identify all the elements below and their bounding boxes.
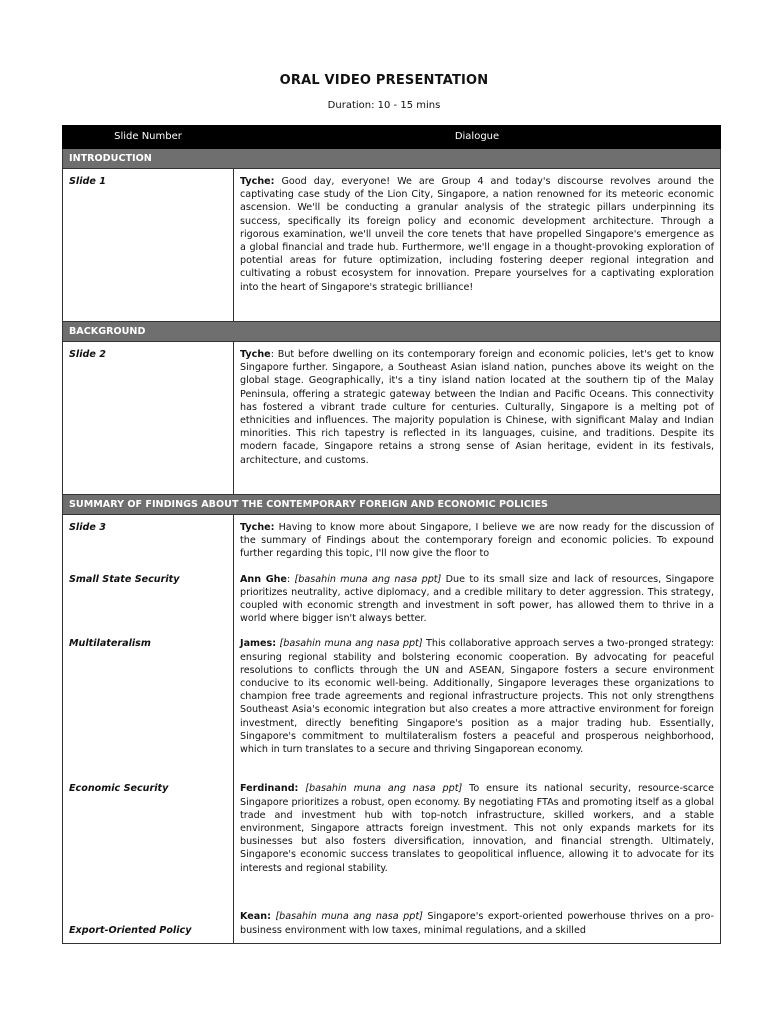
slide-label [63,169,234,322]
presentation-script-table [62,125,721,944]
dialogue-text: Singapore's export-oriented powerhouse thrives on a pro-business environment with low taxes, minimal regulations, and a skilled [240,911,714,936]
dialogue-text: Due to its small size and lack of resources, Singapore prioritizes neutrality, active diplomacy, and a credible military to deter aggression. This strategy, coupled with economic strength and investment in soft power, has allowed them to thrive in a world where bigger isn't always better. [240,573,714,625]
section-heading: SUMMARY OF FINDINGS ABOUT THE CONTEMPORARY FOREIGN AND ECONOMIC POLICIES [63,495,721,515]
slide-label [63,776,234,904]
table-row [63,776,721,904]
dialogue-cell [234,169,721,322]
slide-label-text: Slide 1 [69,176,106,187]
dialogue-text: This collaborative approach serves a two-pronged strategy: ensuring regional stability and bolstering economic cooperation. By advocating for peaceful resolutions to conflicts through the UN and ASEAN, Singapore fosters a secure environment conducive to its economic well-being. Additionally, Singapore leverages these organizations to champion free trade agreements and regional infrastructure projects. This not only strengthens Southeast Asia's economic integration but also creates a more attractive environment for foreign investment, directly benefiting Singapore's position as a major trading hub. Essentially, Singapore's commitment to multilateralism fosters a peaceful and prosperous neighborhood, which in turn translates to a secure and thriving Singaporean economy. [240,638,714,756]
section-heading: INTRODUCTION [63,149,721,169]
speaker-name: Tyche: [240,176,275,187]
section-header-summary-of-findings [63,495,721,515]
table-row [63,567,721,632]
speaker-name: James: [240,638,277,650]
speaker-name: Ferdinand: [240,783,299,795]
stage-note: [basahin muna ang nasa ppt] [275,911,423,923]
section-header-background [63,322,721,342]
dialogue-text: Having to know more about Singapore, I believe we are now ready for the discussion of the summary of Findings about the contemporary foreign and economic policies. To expound further regarding this topic, I'll now give the floor to [240,522,714,560]
slide-label-text: Small State Security [69,573,180,585]
table-row [63,515,721,567]
dialogue-text: To ensure its national security, resource-scarce Singapore prioritizes a robust, open economy. By negotiating FTAs and promoting itself as a global trade and investment hub with top-notch infrastructure, skilled workers, and a stable environment, Singapore attracts foreign investment. This not only expands markets for its businesses but also fosters diversification, innovation, and financial strength. Ultimately, Singapore's economic success translates to geopolitical influence, allowing it to advocate for its interests and regional stability. [240,783,714,874]
dialogue-cell [234,515,721,567]
slide-label [63,567,234,632]
speaker-name: Tyche [240,349,271,360]
dialogue-cell [234,631,721,776]
stage-note: [basahin muna ang nasa ppt] [305,783,463,795]
slide-label-text: Multilateralism [69,638,151,650]
table-row [63,169,721,322]
table-header-row [63,126,721,149]
dialogue-text: Good day, everyone! We are Group 4 and today's discourse revolves around the captivating case study of the Lion City, Singapore, a nation renowned for its meteoric economic ascension. We'll be conducting a granular analysis of the strategic pillars underpinning its success, specifically its foreign policy and economic development architecture. Through a rigorous examination, we'll unveil the core tenets that have propelled Singapore's emergence as a global financial and trade hub. Furthermore, we'll engage in a thought-provoking exploration of potential areas for future optimization, including fostering deeper regional integration and cultivating a robust ecosystem for innovation. Prepare yourselves for a captivating exploration into the heart of Singapore's strategic brilliance! [240,176,714,293]
speaker-name: Ann Ghe [240,573,287,585]
dialogue-cell: Ann Ghe: [basahin muna ang nasa ppt] Due to its small size and lack of resources, Singapore prioritizes neutrality, active diplomacy, and a credible military to deter aggression. This strategy, coupled with economic strength and investment in soft power, has allowed them to thrive in a world where bigger isn't always better. [234,567,721,632]
speaker-name: Tyche: [240,522,275,533]
slide-label [63,515,234,567]
column-header-dialogue: Dialogue [234,126,721,149]
slide-label [63,342,234,495]
section-heading: BACKGROUND [63,322,721,342]
slide-label-text: Slide 3 [69,522,106,533]
column-header-slide-number: Slide Number [63,126,234,149]
slide-label-text: Export-Oriented Policy [69,924,192,936]
speaker-name: Kean: [240,911,271,923]
dialogue-cell [234,904,721,943]
dialogue-cell [234,342,721,495]
dialogue-cell [234,776,721,904]
slide-label-text: Economic Security [69,783,169,795]
document-title: ORAL VIDEO PRESENTATION [279,73,489,88]
stage-note: [basahin muna ang nasa ppt] [294,573,442,585]
slide-label-text: Slide 2 [69,349,106,360]
dialogue-text: : But before dwelling on its contemporary foreign and economic policies, let's get to know Singapore further. Singapore, a Southeast Asian island nation, punches above its weight on the global stage. Geographically, it's a tiny island nation located at the southern tip of the Malay Peninsula, offering a strategic gateway between the Indian and Pacific Oceans. This connectivity has fostered a vibrant trade culture for centuries. Culturally, Singapore is a melting pot of ethnicities and influences. The majority population is Chinese, with significant Malay and Indian minorities. This rich tapestry is reflected in its languages, cuisine, and traditions. Despite its modern facade, Singapore retains a strong sense of Asian heritage, evident in its festivals, architecture, and customs. [240,349,714,466]
slide-label [63,904,234,943]
table-row [63,631,721,776]
duration-text: Duration: 10 - 15 mins [327,100,441,111]
stage-note: [basahin muna ang nasa ppt] [279,638,423,650]
section-header-introduction [63,149,721,169]
slide-label [63,631,234,776]
table-row [63,904,721,943]
table-row [63,342,721,495]
